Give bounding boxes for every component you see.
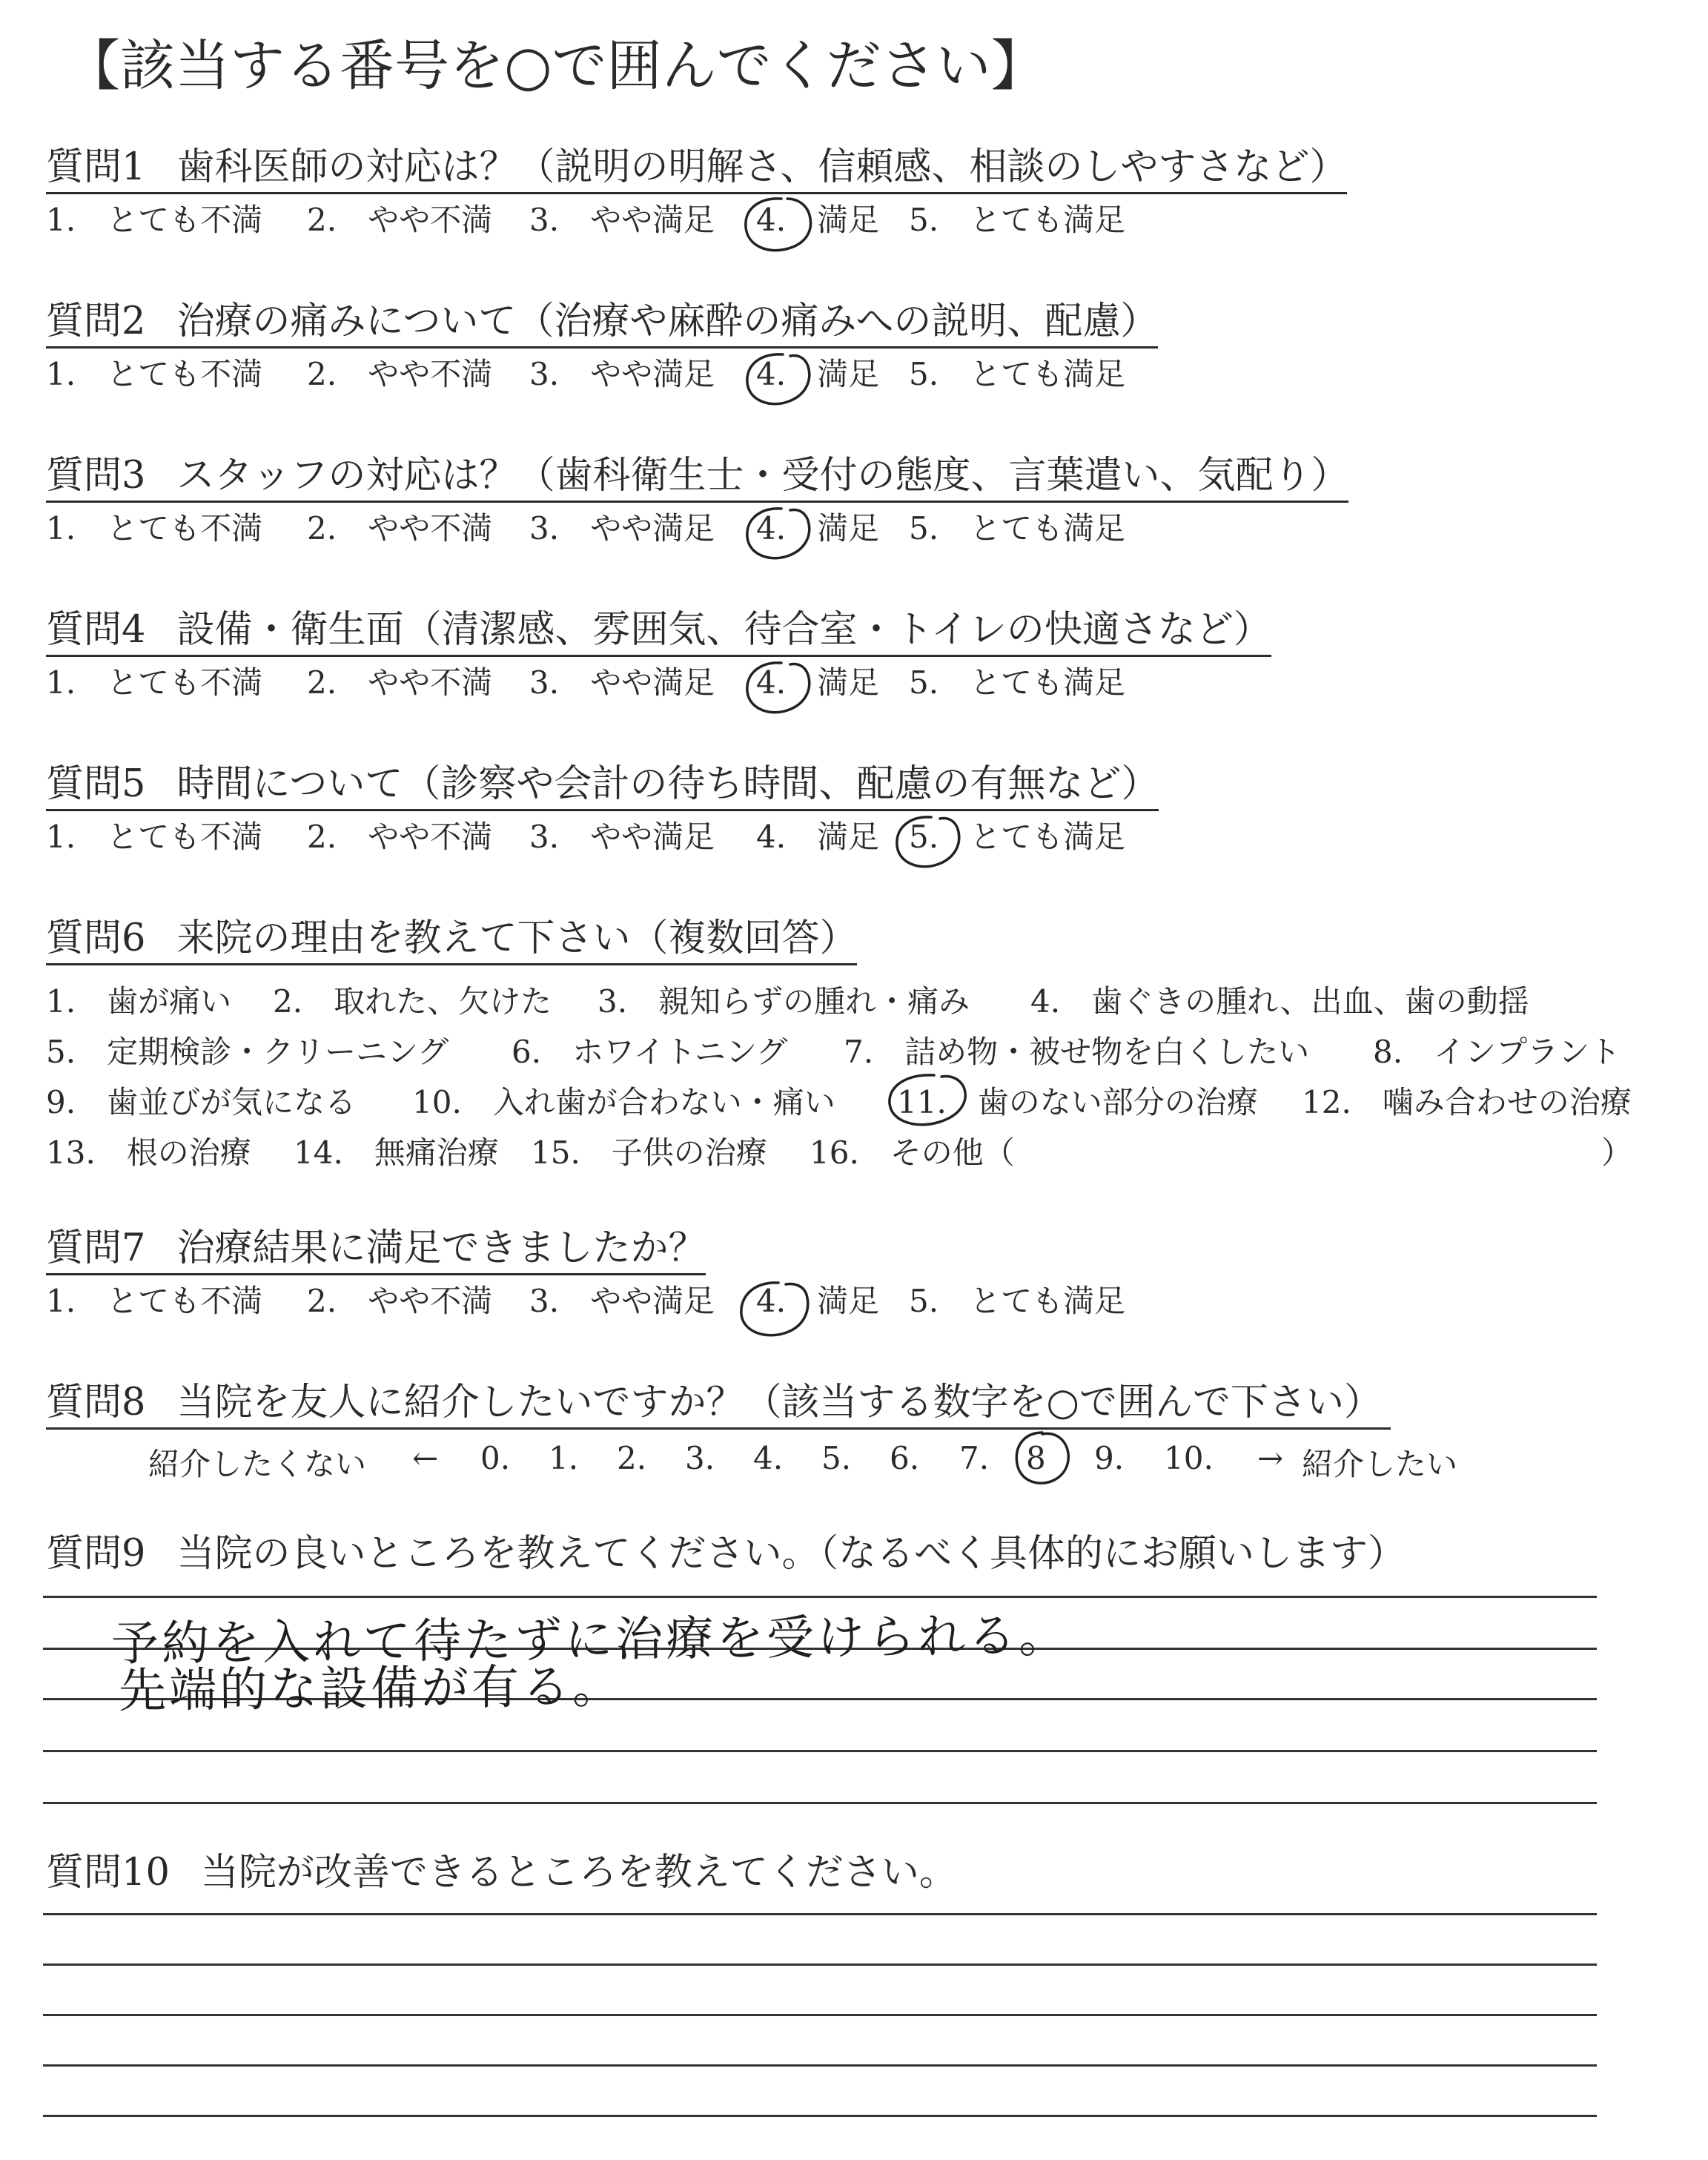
q8-number-0[interactable]: 0. bbox=[480, 1440, 511, 1476]
q3-option-3[interactable]: 3. やや満足 bbox=[529, 510, 715, 546]
q10-answer-line-3 bbox=[43, 2014, 1597, 2016]
q6-option-9[interactable]: 9. 歯並びが気になる bbox=[46, 1084, 357, 1120]
question-3-label: 質問3 bbox=[46, 454, 146, 498]
question-2-options bbox=[46, 356, 1158, 403]
question-1-options bbox=[46, 202, 1347, 249]
q8-left-label: 紹介したくない bbox=[148, 1446, 367, 1482]
q5-option-1[interactable]: 1. とても不満 bbox=[46, 819, 263, 855]
question-8 bbox=[46, 1381, 1391, 1430]
question-10-label: 質問10 bbox=[46, 1851, 170, 1895]
q4-option-1[interactable]: 1. とても不満 bbox=[46, 664, 263, 701]
question-6-title bbox=[46, 916, 858, 965]
q6-option-16[interactable]: 16. その他（ bbox=[810, 1135, 1015, 1171]
q3-option-5[interactable]: 5. とても満足 bbox=[909, 510, 1126, 546]
q1-option-4[interactable]: 4. 満足 bbox=[756, 202, 880, 238]
q10-answer-line-2 bbox=[43, 1964, 1597, 1966]
question-4-text: 設備・衛生面（清潔感、雰囲気、待合室・トイレの快適さなど） bbox=[176, 608, 1271, 652]
q4-option-5[interactable]: 5. とても満足 bbox=[909, 664, 1126, 701]
question-2-title bbox=[46, 300, 1159, 349]
question-9-title bbox=[46, 1532, 1406, 1579]
q8-number-4[interactable]: 4. bbox=[753, 1440, 784, 1476]
q6-option-10[interactable]: 10. 入れ歯が合わない・痛い bbox=[412, 1084, 835, 1120]
q10-answer-line-1 bbox=[43, 1913, 1597, 1915]
q4-option-2[interactable]: 2. やや不満 bbox=[307, 664, 493, 701]
survey-instruction-header: 【該当する番号を○で囲んでください】 bbox=[65, 34, 1046, 98]
question-10 bbox=[46, 1851, 957, 1898]
q1-option-5[interactable]: 5. とても満足 bbox=[909, 202, 1126, 238]
question-4-options bbox=[46, 664, 1271, 712]
question-7 bbox=[46, 1226, 1126, 1330]
q6-option-7[interactable]: 7. 詰め物・被せ物を白くしたい bbox=[844, 1034, 1310, 1070]
question-1 bbox=[46, 145, 1348, 249]
question-8-title bbox=[46, 1381, 1391, 1430]
q6-option-5[interactable]: 5. 定期検診・クリーニング bbox=[46, 1034, 449, 1070]
q6-option-6[interactable]: 6. ホワイトニング bbox=[512, 1034, 788, 1070]
question-6 bbox=[46, 916, 858, 965]
q5-option-2[interactable]: 2. やや不満 bbox=[307, 819, 493, 855]
question-7-label: 質問7 bbox=[46, 1226, 146, 1270]
q8-left-arrow: ← bbox=[412, 1440, 439, 1476]
q1-option-1[interactable]: 1. とても不満 bbox=[46, 202, 263, 238]
q7-option-5[interactable]: 5. とても満足 bbox=[909, 1283, 1126, 1319]
question-8-label: 質問8 bbox=[46, 1381, 146, 1424]
q8-number-5[interactable]: 5. bbox=[821, 1440, 852, 1476]
question-10-title bbox=[46, 1851, 957, 1898]
question-3-options bbox=[46, 510, 1348, 558]
q7-option-4[interactable]: 4. 満足 bbox=[756, 1283, 880, 1319]
q6-option-3[interactable]: 3. 親知らずの腫れ・痛み bbox=[598, 983, 970, 1020]
q9-handwritten-line-2: 先端的な設備が有る。 bbox=[118, 1659, 623, 1719]
question-1-text: 歯科医師の対応は？（説明の明解さ、信頼感、相談のしやすさなど） bbox=[176, 145, 1348, 189]
q1-option-3[interactable]: 3. やや満足 bbox=[529, 202, 715, 238]
question-1-title bbox=[46, 145, 1348, 194]
q8-number-7[interactable]: 7. bbox=[959, 1440, 990, 1476]
q2-option-4[interactable]: 4. 満足 bbox=[756, 356, 880, 392]
q9-answer-line-1 bbox=[43, 1596, 1597, 1598]
question-6-label: 質問6 bbox=[46, 916, 146, 960]
q7-option-3[interactable]: 3. やや満足 bbox=[529, 1283, 715, 1319]
question-5 bbox=[46, 762, 1159, 866]
q5-option-5[interactable]: 5. とても満足 bbox=[909, 819, 1126, 855]
question-5-title bbox=[46, 762, 1159, 811]
q8-number-10[interactable]: 10. bbox=[1164, 1440, 1214, 1476]
question-7-title bbox=[46, 1226, 706, 1275]
question-2-label: 質問2 bbox=[46, 300, 146, 343]
question-2 bbox=[46, 300, 1159, 403]
q2-option-2[interactable]: 2. やや不満 bbox=[307, 356, 493, 392]
question-3 bbox=[46, 454, 1349, 558]
q5-option-4[interactable]: 4. 満足 bbox=[756, 819, 880, 855]
q6-option-13[interactable]: 13. 根の治療 bbox=[46, 1135, 251, 1171]
q9-handwritten-line-1: 予約を入れて待たずに治療を受けられる。 bbox=[110, 1608, 1070, 1672]
q8-number-2[interactable]: 2. bbox=[617, 1440, 647, 1476]
q10-answer-line-5 bbox=[43, 2115, 1597, 2117]
q6-option-8[interactable]: 8. インプラント bbox=[1373, 1034, 1621, 1070]
q6-option-12[interactable]: 12. 噛み合わせの治療 bbox=[1302, 1084, 1632, 1120]
q2-option-1[interactable]: 1. とても不満 bbox=[46, 356, 263, 392]
q9-answer-line-5 bbox=[43, 1802, 1597, 1804]
q6-option-1[interactable]: 1. 歯が痛い bbox=[46, 983, 232, 1020]
q2-option-3[interactable]: 3. やや満足 bbox=[529, 356, 715, 392]
question-2-text: 治療の痛みについて（治療や麻酔の痛みへの説明、配慮） bbox=[176, 300, 1159, 343]
question-7-text: 治療結果に満足できましたか？ bbox=[176, 1226, 706, 1270]
question-9-text: 当院の良いところを教えてください。（なるべく具体的にお願いします） bbox=[176, 1532, 1406, 1576]
question-1-label: 質問1 bbox=[46, 145, 146, 189]
q8-number-1[interactable]: 1. bbox=[549, 1440, 579, 1476]
q3-option-1[interactable]: 1. とても不満 bbox=[46, 510, 263, 546]
q3-option-2[interactable]: 2. やや不満 bbox=[307, 510, 493, 546]
q6-other-close-paren: ） bbox=[1601, 1135, 1633, 1171]
q8-right-label: 紹介したい bbox=[1302, 1446, 1458, 1482]
question-8-text: 当院を友人に紹介したいですか？（該当する数字を○で囲んで下さい） bbox=[176, 1381, 1382, 1424]
question-10-text: 当院が改善できるところを教えてください。 bbox=[200, 1851, 957, 1895]
question-5-options bbox=[46, 819, 1159, 866]
question-9-label: 質問9 bbox=[46, 1532, 146, 1576]
q6-option-4[interactable]: 4. 歯ぐきの腫れ、出血、歯の動揺 bbox=[1030, 983, 1529, 1020]
question-3-text: スタッフの対応は？（歯科衛生士・受付の態度、言葉遣い、気配り） bbox=[176, 454, 1349, 498]
q10-answer-line-4 bbox=[43, 2064, 1597, 2067]
q7-option-1[interactable]: 1. とても不満 bbox=[46, 1283, 263, 1319]
q4-option-4[interactable]: 4. 満足 bbox=[756, 664, 880, 701]
question-4 bbox=[46, 608, 1271, 712]
q7-option-2[interactable]: 2. やや不満 bbox=[307, 1283, 493, 1319]
q4-option-3[interactable]: 3. やや満足 bbox=[529, 664, 715, 701]
q3-option-4[interactable]: 4. 満足 bbox=[756, 510, 880, 546]
question-5-label: 質問5 bbox=[46, 762, 146, 806]
q1-option-2[interactable]: 2. やや不満 bbox=[307, 202, 493, 238]
q8-number-3[interactable]: 3. bbox=[685, 1440, 715, 1476]
question-6-text: 来院の理由を教えて下さい（複数回答） bbox=[176, 916, 858, 960]
question-7-options bbox=[46, 1283, 1126, 1330]
q6-option-14[interactable]: 14. 無痛治療 bbox=[294, 1135, 499, 1171]
q9-answer-line-4 bbox=[43, 1750, 1597, 1752]
question-4-label: 質問4 bbox=[46, 608, 146, 652]
question-3-title bbox=[46, 454, 1349, 503]
q8-number-8[interactable]: 8 bbox=[1026, 1440, 1046, 1476]
question-5-text: 時間について（診察や会計の待ち時間、配慮の有無など） bbox=[176, 762, 1159, 806]
q6-option-2[interactable]: 2. 取れた、欠けた bbox=[273, 983, 552, 1020]
q6-option-11[interactable]: 11. 歯のない部分の治療 bbox=[897, 1084, 1258, 1120]
q8-number-9[interactable]: 9. bbox=[1094, 1440, 1125, 1476]
q2-option-5[interactable]: 5. とても満足 bbox=[909, 356, 1126, 392]
q5-option-3[interactable]: 3. やや満足 bbox=[529, 819, 715, 855]
q6-option-15[interactable]: 15. 子供の治療 bbox=[531, 1135, 767, 1171]
question-4-title bbox=[46, 608, 1271, 657]
q8-number-6[interactable]: 6. bbox=[890, 1440, 920, 1476]
q8-right-arrow: → bbox=[1257, 1440, 1284, 1476]
question-9 bbox=[46, 1532, 1406, 1579]
